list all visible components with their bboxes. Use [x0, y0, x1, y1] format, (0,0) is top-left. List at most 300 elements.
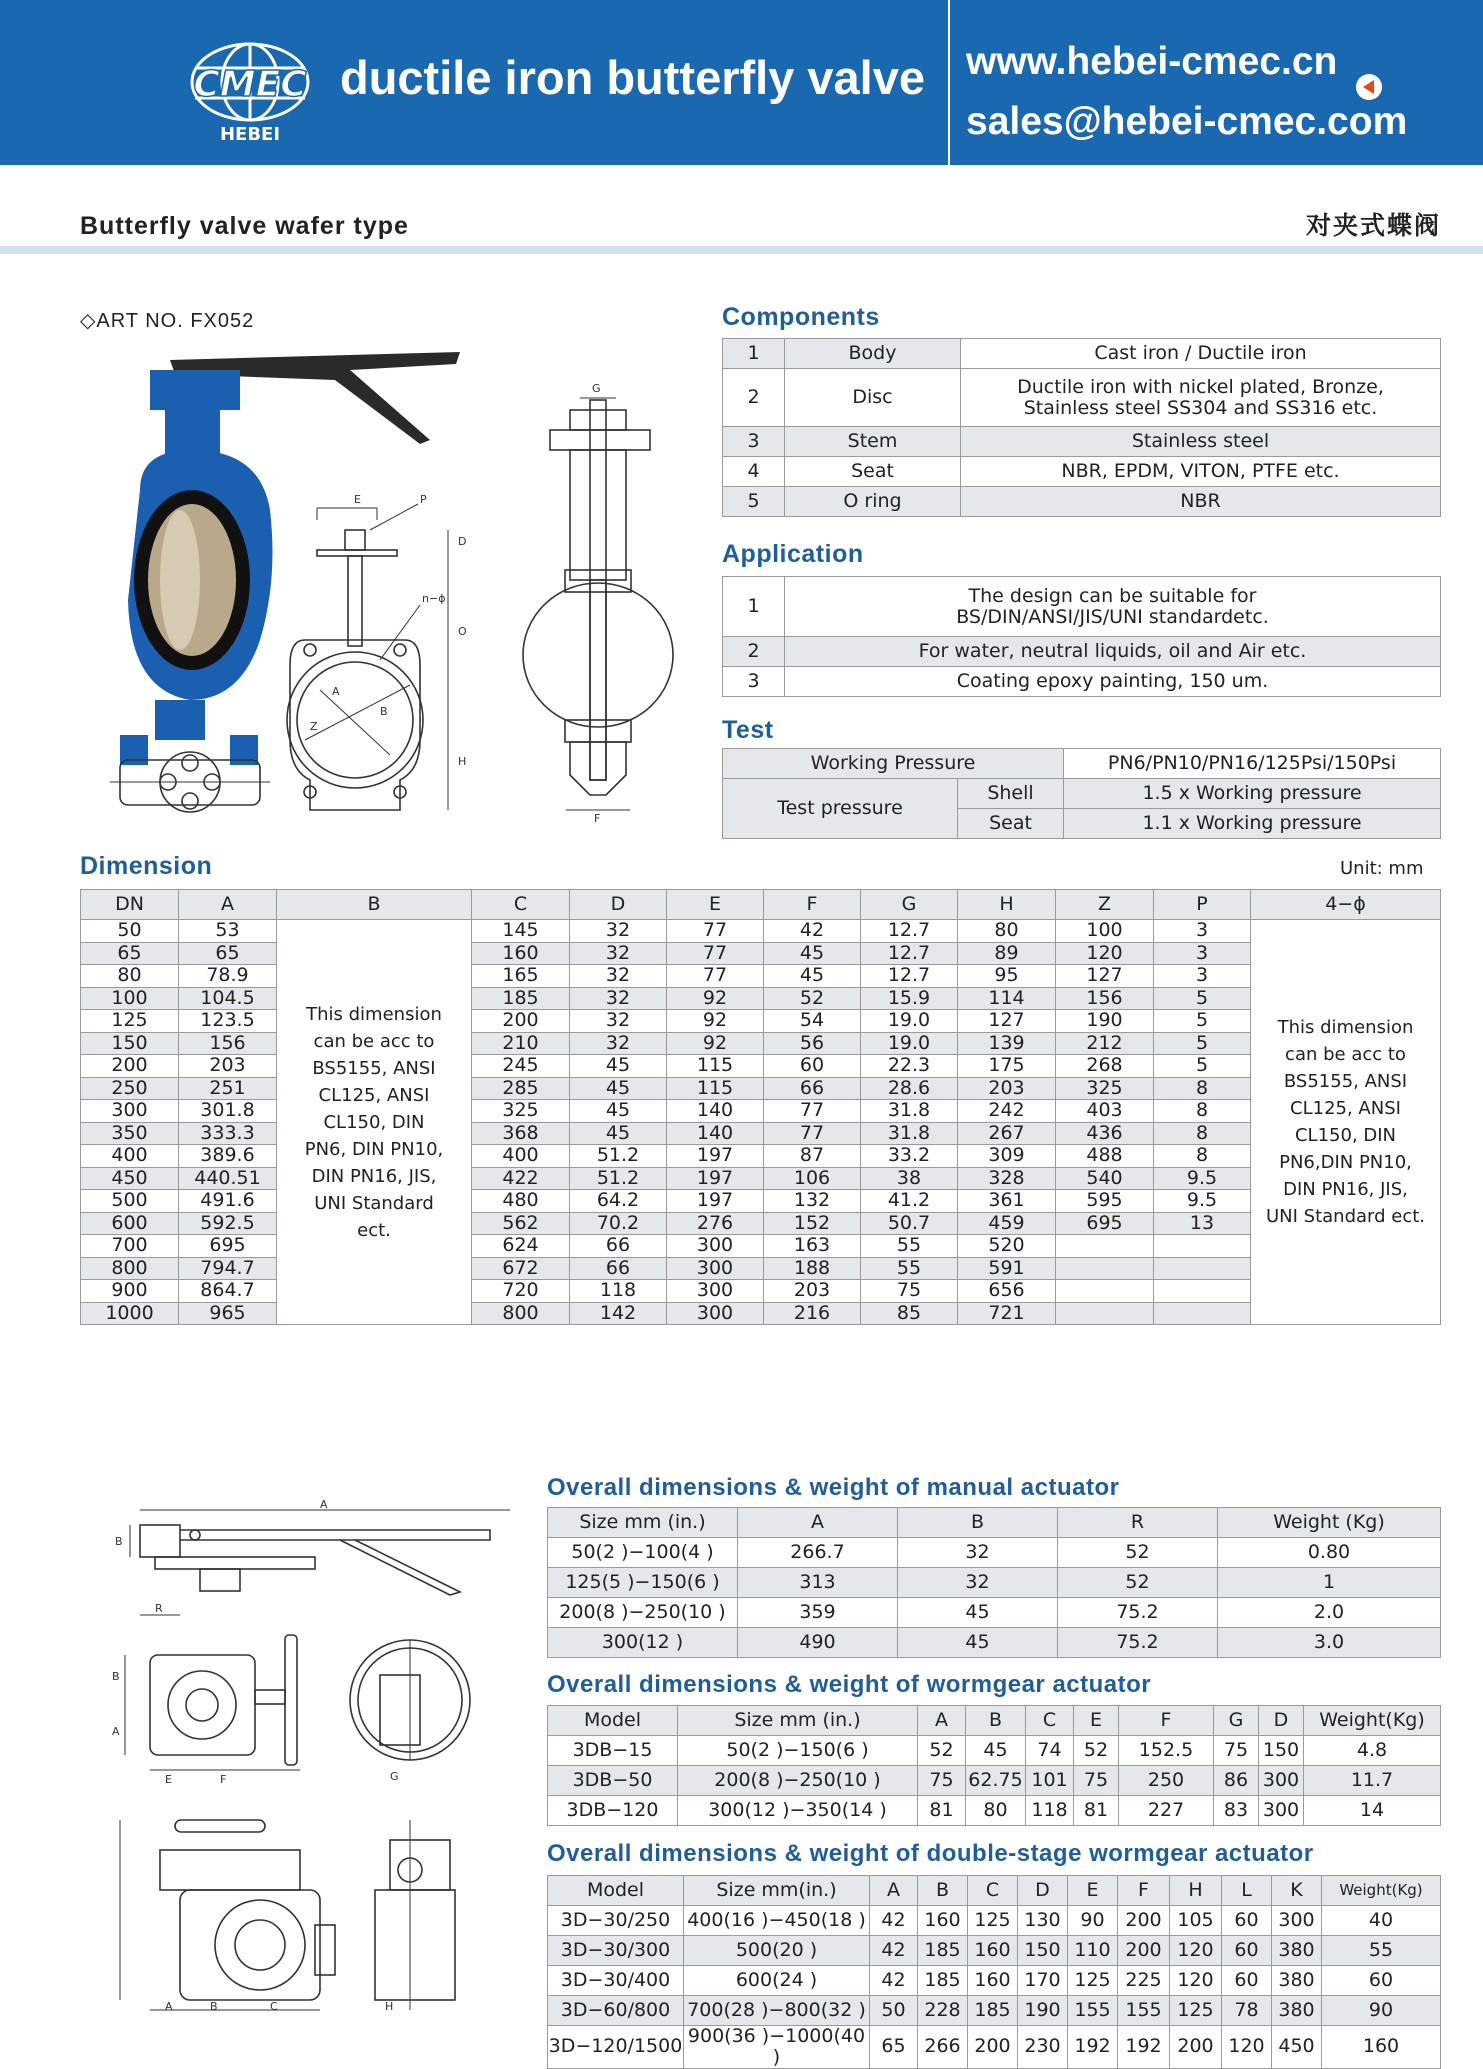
table-row	[548, 1538, 1441, 1568]
table-cell: 450	[81, 1167, 179, 1190]
column-header: L	[1222, 1876, 1272, 1906]
table-cell: 203	[958, 1077, 1056, 1100]
table-cell: 800	[472, 1302, 570, 1325]
table-cell: 120	[1222, 2026, 1272, 2069]
table-cell: 155	[1118, 1996, 1170, 2026]
svg-text:P: P	[420, 493, 427, 506]
table-cell: 8	[1154, 1122, 1251, 1145]
table-cell: 3D−30/300	[548, 1936, 684, 1966]
table-cell: 156	[1056, 987, 1154, 1010]
column-header: R	[1058, 1508, 1218, 1538]
table-cell: 165	[472, 965, 570, 988]
table-cell: 491.6	[179, 1190, 277, 1213]
table-cell: 32	[898, 1538, 1058, 1568]
table-cell: 300(12 )−350(14 )	[678, 1796, 918, 1826]
svg-text:G: G	[592, 382, 601, 395]
table-cell: 500(20 )	[684, 1936, 870, 1966]
table-row	[548, 1598, 1441, 1628]
table-cell: 89	[958, 942, 1056, 965]
manual-table	[547, 1507, 1441, 1658]
table-cell: 85	[861, 1302, 958, 1325]
wormgear-table	[547, 1705, 1441, 1826]
table-cell: 130	[1018, 1906, 1068, 1936]
svg-text:A: A	[320, 1500, 328, 1511]
svg-text:O: O	[458, 625, 467, 638]
table-cell: 123.5	[179, 1010, 277, 1033]
table-cell: 230	[1018, 2026, 1068, 2069]
table-cell: 672	[472, 1257, 570, 1280]
svg-text:B: B	[115, 1535, 123, 1548]
table-cell: 80	[81, 965, 179, 988]
table-cell: 300	[1259, 1796, 1304, 1826]
table-cell	[1056, 1235, 1154, 1258]
column-header: D	[1018, 1876, 1068, 1906]
table-cell: 2.0	[1218, 1598, 1441, 1628]
table-cell: 300(12 )	[548, 1628, 738, 1658]
wormgear-actuator-drawing	[110, 1625, 480, 1785]
phi-dimension-note	[1251, 920, 1441, 1325]
column-header: F	[764, 890, 861, 920]
table-cell: 15.9	[861, 987, 958, 1010]
table-row: 2 Disc Ductile iron with nickel plated, Bronze, Stainless steel SS304 and SS316 etc.	[723, 369, 1441, 427]
table-cell: 488	[1056, 1145, 1154, 1168]
table-cell: 562	[472, 1212, 570, 1235]
table-cell: 203	[179, 1055, 277, 1078]
svg-text:B: B	[112, 1670, 120, 1683]
table-cell: 361	[958, 1190, 1056, 1213]
table-row	[548, 2026, 1441, 2069]
table-cell	[1154, 1257, 1251, 1280]
table-cell: 695	[1056, 1212, 1154, 1235]
table-cell: 52	[1058, 1568, 1218, 1598]
note-line: PN6, DIN PN10,	[304, 1138, 444, 1160]
table-cell: 864.7	[179, 1280, 277, 1303]
table-cell: 591	[958, 1257, 1056, 1280]
table-cell: 624	[472, 1235, 570, 1258]
note-line: BS5155, ANSI	[312, 1057, 436, 1079]
table-cell: 720	[472, 1280, 570, 1303]
page-subtitle-cn: 对夹式蝶阀	[1306, 212, 1442, 240]
speaker-icon[interactable]	[1356, 74, 1382, 100]
table-cell: 3.0	[1218, 1628, 1441, 1658]
table-cell: 227	[1119, 1796, 1214, 1826]
section-rule	[0, 246, 1483, 254]
table-cell: 380	[1272, 1936, 1322, 1966]
table-cell: 127	[958, 1010, 1056, 1033]
table-cell: 251	[179, 1077, 277, 1100]
table-cell: 800	[81, 1257, 179, 1280]
column-header: C	[1026, 1706, 1074, 1736]
manual-title: Overall dimensions & weight of manual actuator	[547, 1474, 1120, 1501]
table-cell: 32	[570, 987, 667, 1010]
table-cell: 328	[958, 1167, 1056, 1190]
table-cell: 120	[1056, 942, 1154, 965]
note-line: DIN PN16, JIS,	[311, 1165, 437, 1187]
application-table	[722, 576, 1441, 697]
table-cell: 77	[667, 920, 764, 943]
table-cell: 81	[1074, 1796, 1119, 1826]
table-cell: 51.2	[570, 1167, 667, 1190]
table-cell: 190	[1056, 1010, 1154, 1033]
table-cell: 185	[472, 987, 570, 1010]
column-header: Model	[548, 1706, 678, 1736]
table-cell: 900(36 )−1000(40 )	[684, 2026, 870, 2069]
table-row: 1 Body Cast iron / Ductile iron	[723, 339, 1441, 369]
column-header: A	[738, 1508, 898, 1538]
table-cell: 42	[764, 920, 861, 943]
table-cell: 595	[1056, 1190, 1154, 1213]
table-cell: 140	[667, 1122, 764, 1145]
note-line: PN6,DIN PN10,	[1279, 1152, 1412, 1173]
table-cell: 42	[870, 1906, 918, 1936]
table-cell: 78	[1222, 1996, 1272, 2026]
table-cell: 190	[1018, 1996, 1068, 2026]
components-table	[722, 338, 1441, 517]
table-cell: 600(24 )	[684, 1966, 870, 1996]
table-cell: 62.75	[966, 1766, 1026, 1796]
table-cell: 56	[764, 1032, 861, 1055]
table-cell: 32	[570, 1010, 667, 1033]
table-row	[548, 1766, 1441, 1796]
dimension-title: Dimension	[80, 852, 213, 880]
table-cell: 19.0	[861, 1010, 958, 1033]
svg-text:H: H	[458, 755, 467, 768]
column-header: Weight (Kg)	[1218, 1508, 1441, 1538]
header-divider	[948, 0, 950, 165]
table-row	[81, 920, 1441, 943]
table-cell: 13	[1154, 1212, 1251, 1235]
table-cell: 600	[81, 1212, 179, 1235]
svg-text:A: A	[112, 1725, 120, 1738]
table-cell: 4.8	[1304, 1736, 1441, 1766]
column-header: B	[898, 1508, 1058, 1538]
column-header: G	[1214, 1706, 1259, 1736]
table-cell: 0.80	[1218, 1538, 1441, 1568]
table-cell: 52	[918, 1736, 966, 1766]
table-cell: 60	[1222, 1936, 1272, 1966]
column-header: Model	[548, 1876, 684, 1906]
table-cell: 92	[667, 987, 764, 1010]
table-cell: 31.8	[861, 1100, 958, 1123]
table-header-row	[548, 1508, 1441, 1538]
valve-section-drawing	[510, 380, 690, 830]
table-cell: 120	[1170, 1966, 1222, 1996]
table-cell: 125	[1068, 1966, 1118, 1996]
table-cell: 3	[1154, 920, 1251, 943]
table-cell: 45	[570, 1100, 667, 1123]
table-cell: 216	[764, 1302, 861, 1325]
table-cell: 115	[667, 1055, 764, 1078]
table-cell: 3DB−15	[548, 1736, 678, 1766]
wormgear-title: Overall dimensions & weight of wormgear actuator	[547, 1671, 1152, 1698]
table-cell: 75	[861, 1280, 958, 1303]
svg-text:n−ϕ: n−ϕ	[422, 592, 446, 605]
table-cell: 333.3	[179, 1122, 277, 1145]
table-cell: 490	[738, 1628, 898, 1658]
art-number: ◇ART NO. FX052	[80, 310, 255, 332]
table-cell: 87	[764, 1145, 861, 1168]
table-cell: 12.7	[861, 965, 958, 988]
table-cell: 389.6	[179, 1145, 277, 1168]
table-cell: 66	[570, 1235, 667, 1258]
svg-text:F: F	[594, 812, 601, 825]
table-cell: 794.7	[179, 1257, 277, 1280]
table-cell: 300	[667, 1280, 764, 1303]
table-cell: 55	[861, 1257, 958, 1280]
table-cell: 185	[918, 1966, 968, 1996]
table-cell: 197	[667, 1167, 764, 1190]
table-cell: 74	[1026, 1736, 1074, 1766]
table-cell: 55	[1322, 1936, 1441, 1966]
table-cell: 11.7	[1304, 1766, 1441, 1796]
table-cell: 65	[179, 942, 277, 965]
table-cell: 32	[898, 1568, 1058, 1598]
table-cell: 160	[918, 1906, 968, 1936]
table-cell	[1154, 1280, 1251, 1303]
table-row	[548, 1568, 1441, 1598]
b-dimension-note	[277, 920, 472, 1325]
table-cell: 160	[968, 1936, 1018, 1966]
table-cell: 197	[667, 1190, 764, 1213]
table-cell: 160	[968, 1966, 1018, 1996]
table-row	[548, 1996, 1441, 2026]
table-cell: 86	[1214, 1766, 1259, 1796]
table-cell: 127	[1056, 965, 1154, 988]
table-cell: 19.0	[861, 1032, 958, 1055]
table-cell: 3D−120/1500	[548, 2026, 684, 2069]
table-cell: 5	[1154, 987, 1251, 1010]
table-cell: 276	[667, 1212, 764, 1235]
table-cell: 3D−60/800	[548, 1996, 684, 2026]
table-cell: 400(16 )−450(18 )	[684, 1906, 870, 1936]
table-cell	[1154, 1302, 1251, 1325]
table-cell: 64.2	[570, 1190, 667, 1213]
table-cell: 90	[1322, 1996, 1441, 2026]
table-cell	[1056, 1257, 1154, 1280]
table-cell: 5	[1154, 1010, 1251, 1033]
table-cell: 38	[861, 1167, 958, 1190]
svg-text:E: E	[165, 1773, 172, 1785]
table-cell: 480	[472, 1190, 570, 1213]
table-cell: 700(28 )−800(32 )	[684, 1996, 870, 2026]
table-cell: 9.5	[1154, 1190, 1251, 1213]
table-cell: 90	[1068, 1906, 1118, 1936]
column-header: A	[918, 1706, 966, 1736]
flange-drawing	[110, 745, 270, 820]
table-cell: 3DB−120	[548, 1796, 678, 1826]
table-cell: 92	[667, 1032, 764, 1055]
column-header: Size mm (in.)	[678, 1706, 918, 1736]
website-link[interactable]: www.hebei-cmec.cn	[966, 40, 1338, 83]
table-cell: 200	[1118, 1906, 1170, 1936]
table-cell: 325	[1056, 1077, 1154, 1100]
table-cell: 66	[570, 1257, 667, 1280]
svg-text:E: E	[354, 493, 361, 506]
table-header-row	[81, 890, 1441, 920]
table-cell: 422	[472, 1167, 570, 1190]
application-title: Application	[722, 540, 864, 568]
table-cell: 212	[1056, 1032, 1154, 1055]
table-cell: 114	[958, 987, 1056, 1010]
page-subtitle: Butterfly valve wafer type	[80, 212, 409, 240]
table-cell: 45	[570, 1077, 667, 1100]
table-row	[548, 1796, 1441, 1826]
table-cell: 436	[1056, 1122, 1154, 1145]
table-cell: 104.5	[179, 987, 277, 1010]
table-cell: 540	[1056, 1167, 1154, 1190]
svg-text:B: B	[380, 705, 388, 718]
table-cell: 54	[764, 1010, 861, 1033]
double-stage-actuator-drawing	[110, 1810, 490, 2015]
table-cell: 300	[667, 1302, 764, 1325]
test-title: Test	[722, 716, 774, 744]
table-cell: 300	[667, 1235, 764, 1258]
table-cell: 80	[958, 920, 1056, 943]
note-line: This dimension	[1277, 1017, 1414, 1038]
table-cell: 32	[570, 920, 667, 943]
table-cell	[1056, 1280, 1154, 1303]
note-line: CL150, DIN	[323, 1111, 425, 1133]
table-cell: 721	[958, 1302, 1056, 1325]
column-header: A	[179, 890, 277, 920]
column-header: G	[861, 890, 958, 920]
table-cell: 200	[1170, 2026, 1222, 2069]
column-header: F	[1119, 1706, 1214, 1736]
table-cell: 200	[1118, 1936, 1170, 1966]
table-cell: 301.8	[179, 1100, 277, 1123]
manual-actuator-drawing	[110, 1500, 530, 1625]
table-cell: 592.5	[179, 1212, 277, 1235]
table-cell: 28.6	[861, 1077, 958, 1100]
table-cell: 163	[764, 1235, 861, 1258]
table-cell: 150	[1018, 1936, 1068, 1966]
table-row: 1 The design can be suitable for BS/DIN/ANSI/JIS/UNI standardetc.	[723, 577, 1441, 637]
note-line: CL125, ANSI	[1290, 1098, 1401, 1119]
table-cell: 300	[1259, 1766, 1304, 1796]
table-cell: 75.2	[1058, 1628, 1218, 1658]
table-cell: 313	[738, 1568, 898, 1598]
double-stage-title: Overall dimensions & weight of double-stage wormgear actuator	[547, 1840, 1314, 1867]
table-cell: 77	[764, 1100, 861, 1123]
table-row	[548, 1628, 1441, 1658]
column-header: 4−ϕ	[1251, 890, 1441, 920]
table-cell: 267	[958, 1122, 1056, 1145]
column-header: F	[1118, 1876, 1170, 1906]
table-cell: 150	[1259, 1736, 1304, 1766]
table-cell: 160	[1322, 2026, 1441, 2069]
table-cell: 75	[1214, 1736, 1259, 1766]
table-cell: 200	[968, 2026, 1018, 2069]
table-cell: 60	[1222, 1906, 1272, 1936]
table-row: Test pressure Shell 1.5 x Working pressure	[723, 779, 1441, 809]
table-cell: 380	[1272, 1966, 1322, 1996]
table-cell: 77	[764, 1122, 861, 1145]
table-cell	[1154, 1235, 1251, 1258]
column-header: B	[277, 890, 472, 920]
table-cell: 188	[764, 1257, 861, 1280]
table-cell: 192	[1118, 2026, 1170, 2069]
table-cell: 118	[1026, 1796, 1074, 1826]
table-cell: 359	[738, 1598, 898, 1628]
table-row	[548, 1906, 1441, 1936]
table-cell: 175	[958, 1055, 1056, 1078]
table-cell: 78.9	[179, 965, 277, 988]
column-header: Size mm (in.)	[548, 1508, 738, 1538]
table-cell: 520	[958, 1235, 1056, 1258]
email-link[interactable]: sales@hebei-cmec.com	[966, 100, 1408, 143]
table-cell: 45	[898, 1598, 1058, 1628]
table-cell: 14	[1304, 1796, 1441, 1826]
note-line: BS5155, ANSI	[1283, 1071, 1408, 1092]
table-cell: 300	[1272, 1906, 1322, 1936]
table-cell: 101	[1026, 1766, 1074, 1796]
note-line: CL150, DIN	[1294, 1125, 1397, 1146]
cmec-logo	[165, 40, 335, 145]
table-cell: 75	[1074, 1766, 1119, 1796]
table-cell: 200(8 )−250(10 )	[548, 1598, 738, 1628]
column-header: E	[1074, 1706, 1119, 1736]
table-row	[548, 1936, 1441, 1966]
column-header: Weight(Kg)	[1322, 1876, 1441, 1906]
table-cell: 285	[472, 1077, 570, 1100]
table-cell: 403	[1056, 1100, 1154, 1123]
table-cell: 83	[1214, 1796, 1259, 1826]
table-cell: 45	[764, 965, 861, 988]
table-cell: 45	[764, 942, 861, 965]
table-cell: 125	[81, 1010, 179, 1033]
table-cell: 500	[81, 1190, 179, 1213]
table-cell: 145	[472, 920, 570, 943]
note-line: UNI Standard	[314, 1192, 434, 1214]
table-cell: 8	[1154, 1145, 1251, 1168]
column-header: A	[870, 1876, 918, 1906]
svg-text:D: D	[458, 535, 467, 548]
table-cell: 266.7	[738, 1538, 898, 1568]
column-header: C	[472, 890, 570, 920]
table-row: 5 O ring NBR	[723, 487, 1441, 517]
svg-text:CMEC: CMEC	[193, 64, 307, 105]
table-cell: 81	[918, 1796, 966, 1826]
table-cell: 965	[179, 1302, 277, 1325]
table-cell: 225	[1118, 1966, 1170, 1996]
table-cell: 185	[918, 1936, 968, 1966]
column-header: DN	[81, 890, 179, 920]
table-cell: 268	[1056, 1055, 1154, 1078]
table-cell: 45	[898, 1628, 1058, 1658]
table-cell: 197	[667, 1145, 764, 1168]
table-row: 4 Seat NBR, EPDM, VITON, PTFE etc.	[723, 457, 1441, 487]
svg-text:A: A	[165, 2000, 173, 2013]
column-header: Size mm(in.)	[684, 1876, 870, 1906]
column-header: D	[1259, 1706, 1304, 1736]
table-cell: 105	[1170, 1906, 1222, 1936]
table-cell: 51.2	[570, 1145, 667, 1168]
table-cell: 3D−30/400	[548, 1966, 684, 1996]
table-cell: 32	[570, 965, 667, 988]
table-cell: 45	[570, 1122, 667, 1145]
column-header: Z	[1056, 890, 1154, 920]
table-cell: 5	[1154, 1055, 1251, 1078]
table-cell: 50	[870, 1996, 918, 2026]
table-cell: 152.5	[1119, 1736, 1214, 1766]
table-cell: 1000	[81, 1302, 179, 1325]
table-cell: 656	[958, 1280, 1056, 1303]
table-cell: 45	[966, 1736, 1026, 1766]
table-cell: 66	[764, 1077, 861, 1100]
table-cell: 160	[472, 942, 570, 965]
table-cell: 115	[667, 1077, 764, 1100]
table-cell: 400	[81, 1145, 179, 1168]
